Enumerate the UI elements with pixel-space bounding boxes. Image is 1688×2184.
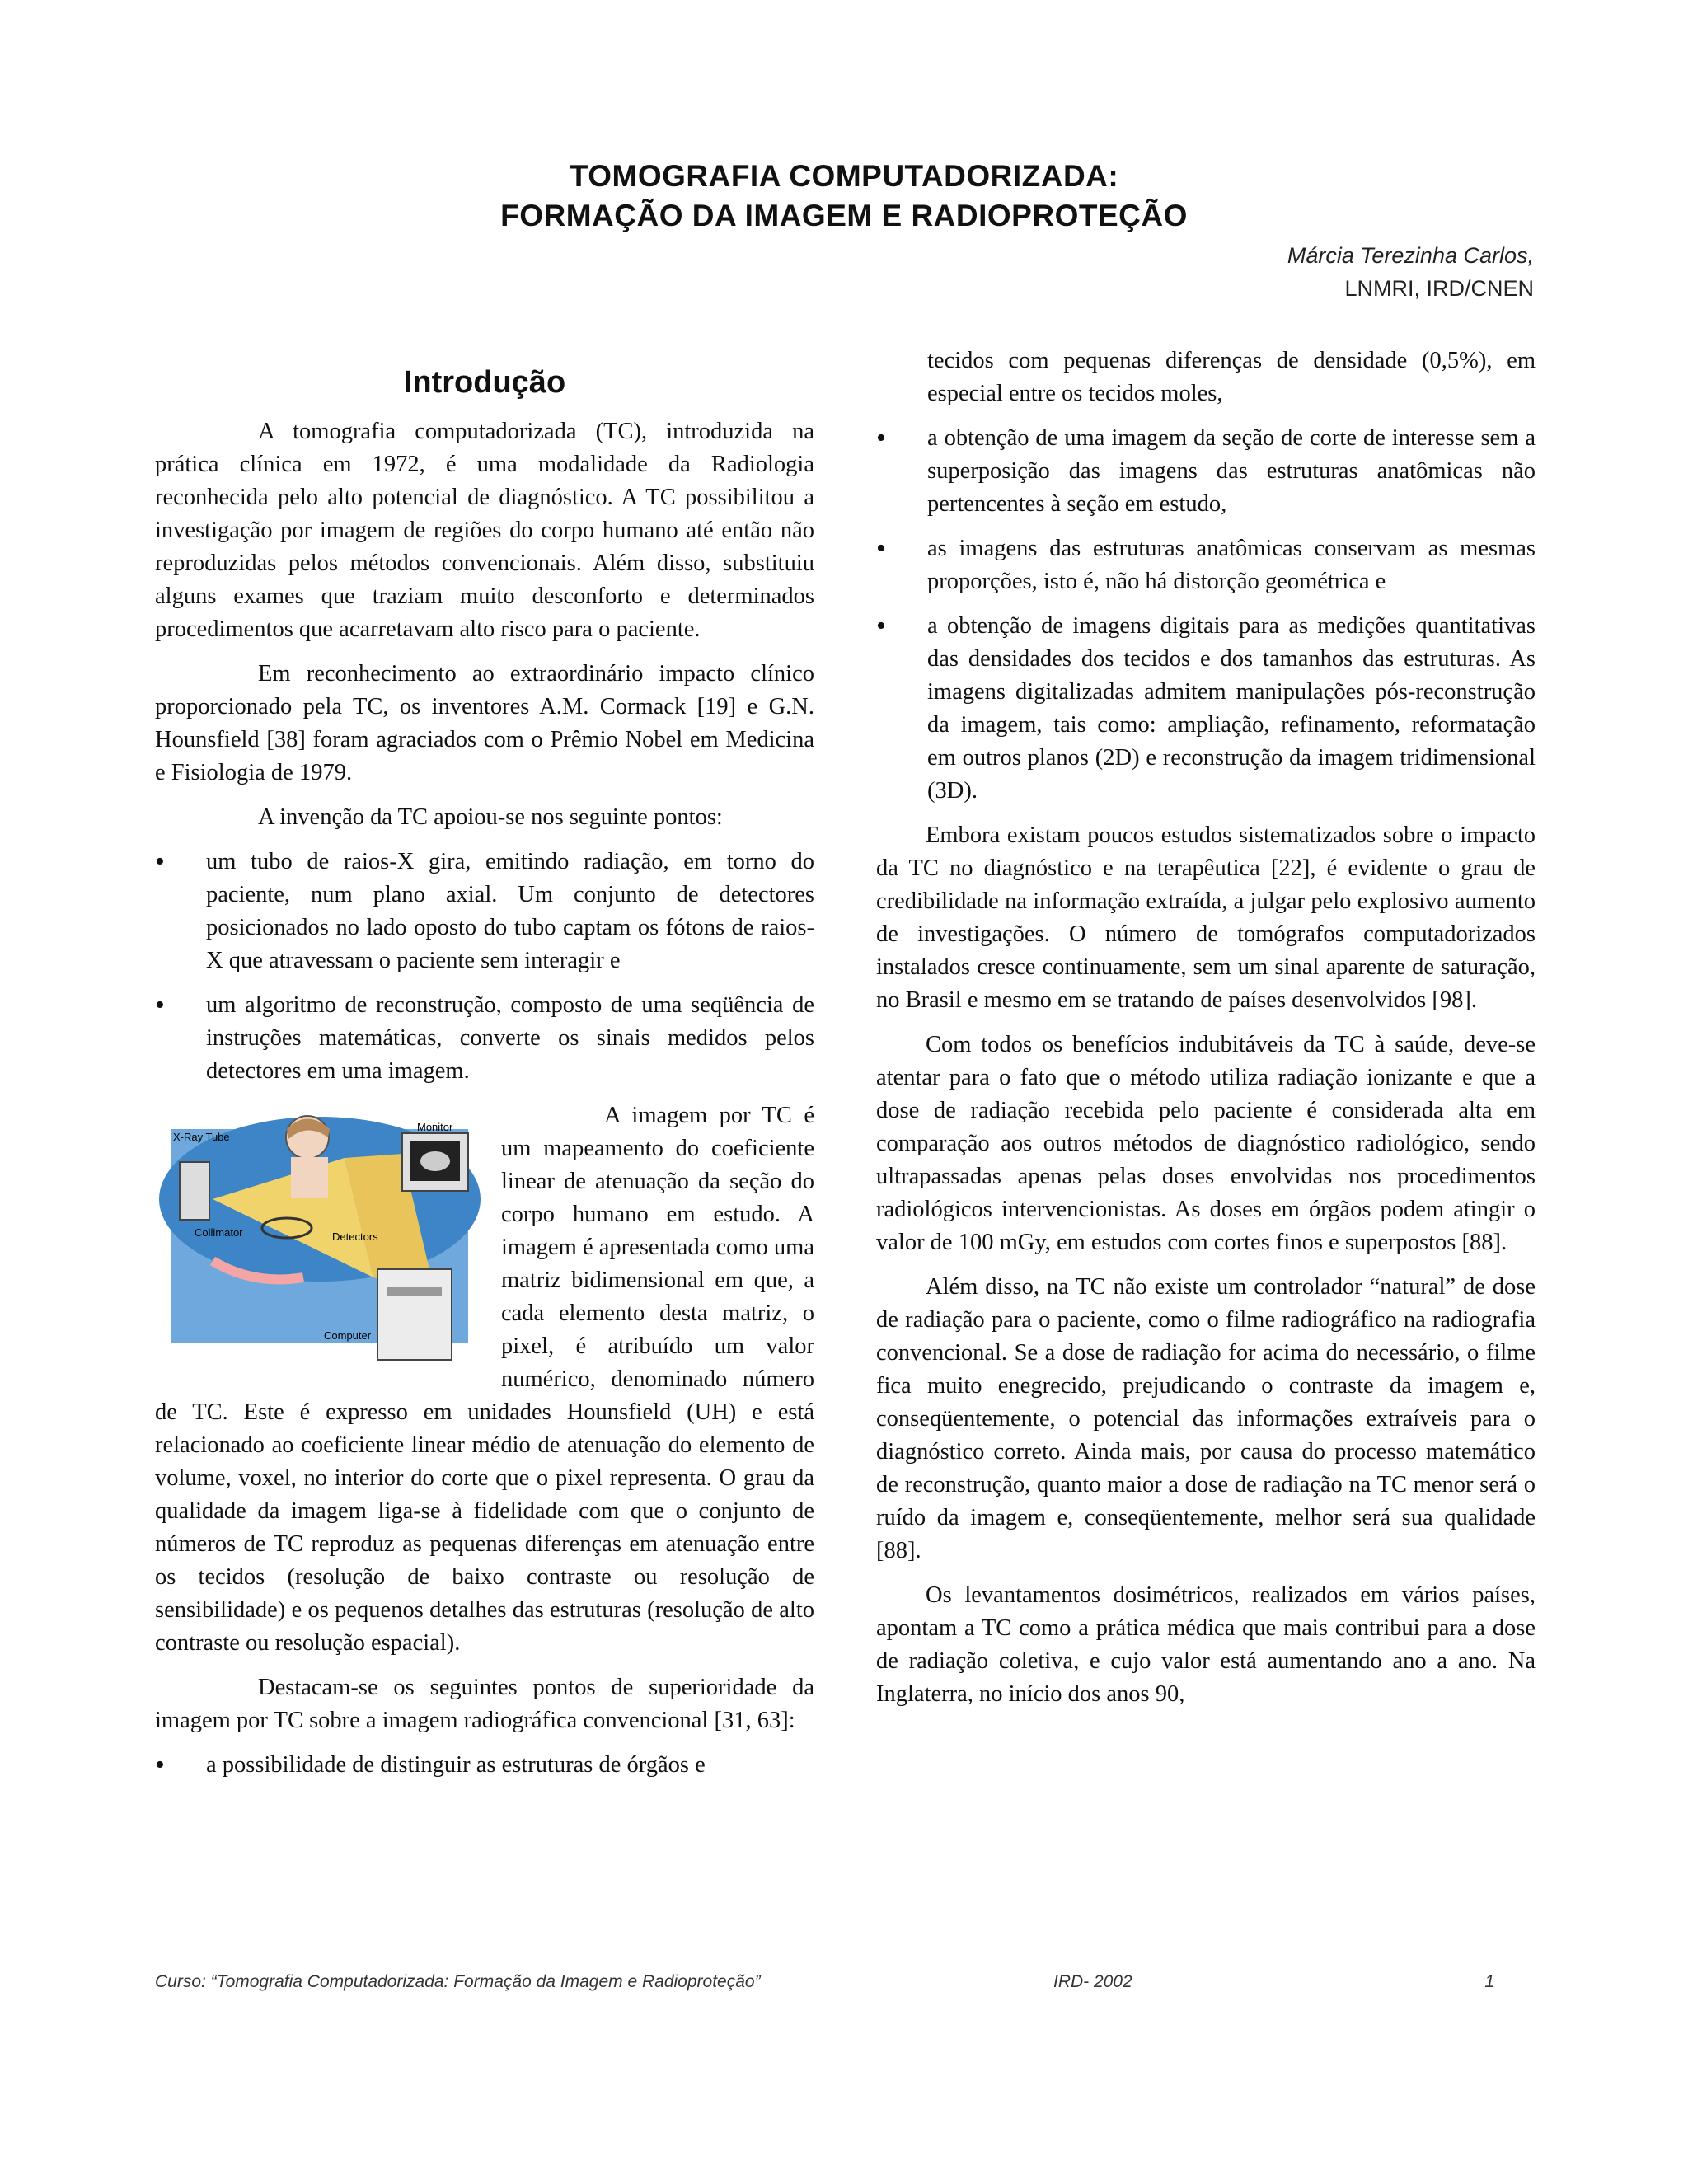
list-item: • um algoritmo de reconstrução, composto de uma seqüência de instruções matemáticas, converte os sinais medidos pelos detectores em uma imagem. <box>155 989 814 1088</box>
paragraph: Além disso, na TC não existe um controlador “natural” de dose de radiação para o paciente, como o filme radiográfico na radiografia convencional. Se a dose de radiação for acima do necessário, o filme fica muito enegrecido, prejudicando o contraste da imagem e, conseqüentemente, o potencial das informações extraíveis para o diagnóstico correto. Ainda mais, por causa do processo matemático de reconstrução, quanto maior a dose de radiação na TC menor será o ruído da imagem e, conseqüentemente, melhor será sua qualidade [88]. <box>876 1274 1536 1563</box>
bullet-list <box>876 422 1536 808</box>
paragraph: Embora existam poucos estudos sistematizados sobre o impacto da TC no diagnóstico e na terapêutica [22], é evidente o grau de credibilidade na informação extraída, a julgar pelo explosivo aumento de investigações. O número de tomógrafos computadorizados instalados cresce continuamente, sem um sinal aparente de saturação, no Brasil e mesmo em se tratando de países desenvolvidos [98]. <box>876 823 1536 1013</box>
computer-slot <box>387 1287 442 1296</box>
xray-tube <box>180 1162 209 1220</box>
label-monitor: Monitor <box>417 1121 453 1133</box>
list-item: • as imagens das estruturas anatômicas conservam as mesmas proporções, isto é, não há distorção geométrica e <box>876 532 1536 598</box>
bullet-list <box>155 846 814 1088</box>
list-item: • a obtenção de imagens digitais para as medições quantitativas das densidades dos tecidos e dos tamanhos das estruturas. As imagens digitalizadas admitem manipulações pós-reconstrução da imagem, tais como: ampliação, refinamento, reformatação em outros planos (2D) e reconstrução da imagem tridimensional (3D). <box>876 610 1536 808</box>
label-computer: Computer <box>324 1329 372 1342</box>
footer-org: IRD- 2002 <box>1053 1972 1132 1991</box>
paragraph: Destacam-se os seguintes pontos de superioridade da imagem por TC sobre a imagem radiográfica convencional [31, 63]: <box>155 1675 814 1733</box>
paragraph: A imagem por TC é um mapeamento do coeficiente linear de atenuação da seção do corpo humano em estudo. A imagem é apresentada como uma matriz bidimensional em que, a cada elemento desta matriz, o pixel, é atribuído um valor numérico, denominado número de TC. Este é expresso em unidades Hounsfield (UH) e está relacionado ao coeficiente linear médio de atenuação do elemento de volume, voxel, no interior do corte que o pixel representa. O grau da qualidade da imagem liga-se à fidelidade com que o conjunto de números de TC reproduz as pequenas diferenças em atenuação entre os tecidos (resolução de baixo contraste ou resolução de sensibilidade) e os pequenos detalhes das estruturas (resolução de alto contraste ou resolução espacial). <box>155 1103 814 1656</box>
left-column <box>155 346 814 1793</box>
bullet-list <box>155 1749 814 1782</box>
paragraph: A invenção da TC apoiou-se nos seguinte pontos: <box>258 804 723 830</box>
page-number: 1 <box>1484 1972 1494 1991</box>
list-item: • um tubo de raios-X gira, emitindo radiação, em torno do paciente, num plano axial. Um conjunto de detectores posicionados no lado oposto do tubo captam os fótons de raios-X que atravessam o paciente sem interagir e <box>155 846 814 977</box>
label-detectors: Detectors <box>332 1230 378 1243</box>
paragraph: Com todos os benefícios indubitáveis da TC à saúde, deve-se atentar para o fato que o método utiliza radiação ionizante e que a dose de radiação recebida pelo paciente é considerada alta em comparação aos outros métodos de diagnóstico radiológico, sendo ultrapassadas apenas pelas doses envolvidas nos procedimentos radiológicos intervencionistas. As doses em órgãos podem atingir o valor de 100 mGy, em estudos com cortes finos e superpostos [88]. <box>876 1032 1536 1255</box>
author-affiliation: LNMRI, IRD/CNEN <box>1344 276 1534 301</box>
computer <box>377 1269 452 1360</box>
monitor-image <box>420 1151 450 1171</box>
title-line-1: TOMOGRAFIA COMPUTADORIZADA: <box>569 159 1119 193</box>
page-header <box>0 157 1688 236</box>
paragraph: Os levantamentos dosimétricos, realizados em vários países, apontam a TC como a prática médica que mais contribui para a dose de radiação coletiva, e cujo valor está aumentando ano a ano. Na Inglaterra, no início dos anos 90, <box>876 1582 1536 1707</box>
paragraph: A tomografia computadorizada (TC), introduzida na prática clínica em 1972, é uma modalidade da Radiologia reconhecida pelo alto potencial de diagnóstico. A TC possibilitou a investigação por imagem de regiões do corpo humano até então não reproduzidas pelos métodos convencionais. Além disso, substituiu alguns exames que traziam muito desconforto e determinados procedimentos que acarretavam alto risco para o paciente. <box>155 419 814 642</box>
right-column <box>876 344 1536 1722</box>
patient-body <box>291 1157 328 1198</box>
paragraph-continuation: tecidos com pequenas diferenças de densidade (0,5%), em especial entre os tecidos moles, <box>927 348 1536 406</box>
list-item: • a possibilidade de distinguir as estruturas de órgãos e <box>155 1749 814 1782</box>
section-title: Introdução <box>403 365 566 400</box>
list-item: • a obtenção de uma imagem da seção de corte de interesse sem a superposição das imagens das estruturas anatômicas não pertencentes à seção em estudo, <box>876 422 1536 521</box>
paragraph: Em reconhecimento ao extraordinário impacto clínico proporcionado pela TC, os inventores A.M. Cormack [19] e G.N. Hounsfield [38] foram agraciados com o Prêmio Nobel em Medicina e Fisiologia de 1979. <box>155 661 814 785</box>
label-xray-tube: X-Ray Tube <box>173 1131 230 1143</box>
ct-scanner-figure <box>155 1104 485 1385</box>
author-block <box>1287 239 1534 305</box>
footer-course: Curso: “Tomografia Computadorizada: Formação da Imagem e Radioproteção” <box>155 1972 761 1991</box>
title-line-2: FORMAÇÃO DA IMAGEM E RADIOPROTEÇÃO <box>500 199 1188 232</box>
label-collimator: Collimator <box>195 1226 243 1239</box>
author-name: Márcia Terezinha Carlos, <box>1287 243 1534 268</box>
ct-scanner-illustration <box>155 1104 485 1376</box>
